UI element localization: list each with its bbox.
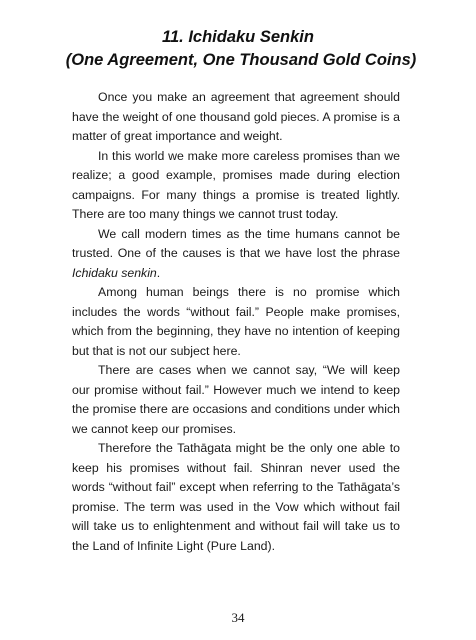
paragraph-4: Among human beings there is no promise which includes the words “without fail.” People make promises, which from the beginning, they have no intention of keeping but that is not our subject here. <box>72 285 400 358</box>
chapter-heading <box>0 26 476 72</box>
chapter-title: 11. Ichidaku Senkin <box>162 28 314 46</box>
paragraph-3 <box>72 225 400 284</box>
paragraph-6: Therefore the Tathāgata might be the only one able to keep his promises without fail. Shinran never used the words “without fail” except when referring to the Tathāgata’s promise. The term was used in the Vow which without fail will take us to enlightenment and without fail will take us to the Land of Infinite Light (Pure Land). <box>72 441 400 553</box>
body-text <box>72 88 400 556</box>
paragraph-3-emphasis: Ichidaku senkin <box>72 265 157 280</box>
paragraph-2: In this world we make more careless promises than we realize; a good example, promises made during election campaigns. For many things a promise is treated lightly. There are too many things we cannot trust today. <box>72 148 400 221</box>
page-number: 34 <box>231 610 245 625</box>
paragraph-3-text: We call modern times as the time humans cannot be trusted. One of the causes is that we have lost the phrase <box>72 226 400 260</box>
paragraph-5: There are cases when we cannot say, “We will keep our promise without fail.” However much we intend to keep the promise there are occasions and conditions under which we cannot keep our promises. <box>72 363 400 436</box>
chapter-subtitle: (One Agreement, One Thousand Gold Coins) <box>65 51 417 69</box>
paragraph-3-end: . <box>156 265 161 280</box>
paragraph-1: Once you make an agreement that agreement should have the weight of one thousand gold pieces. A promise is a matter of great importance and weight. <box>72 90 400 143</box>
